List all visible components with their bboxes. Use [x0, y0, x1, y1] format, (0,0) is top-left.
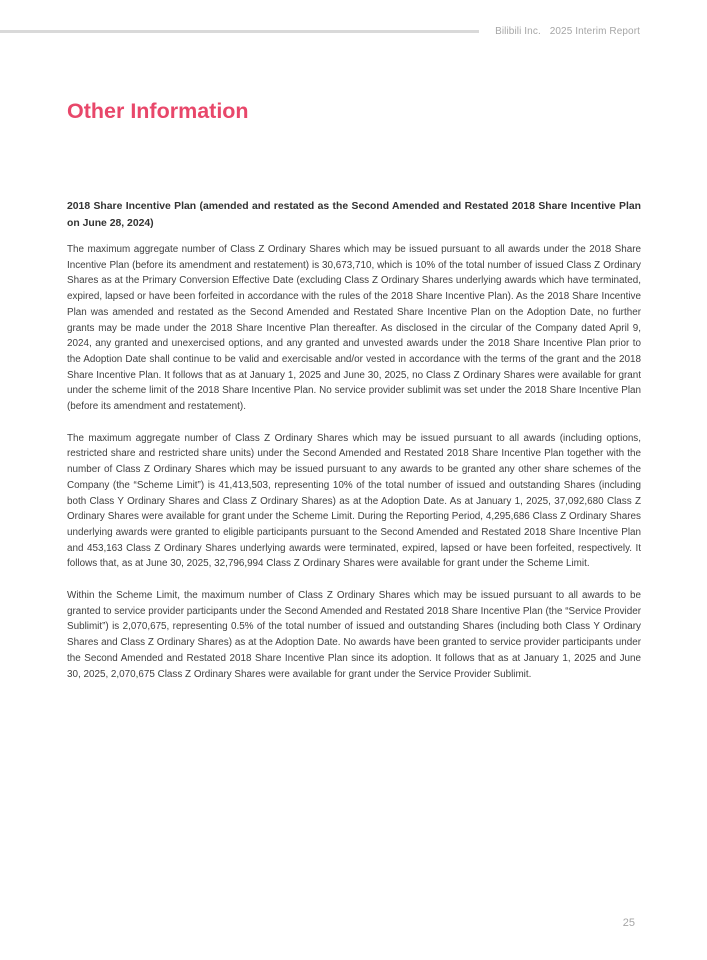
header-rule [0, 30, 479, 33]
page-number: 25 [622, 917, 635, 929]
main-content [67, 199, 641, 698]
paragraph-2: The maximum aggregate number of Class Z Ordinary Shares which may be issued pursuant to all awards (including options, restricted share and restricted share units) under the Second Amended and Restated 2018 Share Incentive Plan together with the number of Class Z Ordinary Shares which may be issued pursuant to any awards to be granted any other share schemes of the Company (the “Scheme Limit”) is 41,413,503, representing 10% of the total number of issued and outstanding Shares (including both Class Y Ordinary Shares and Class Z Ordinary Shares) as at the Adoption Date. As at January 1, 2025, 37,092,680 Class Z Ordinary Shares were available for grant under the Scheme Limit. During the Reporting Period, 4,295,686 Class Z Ordinary Shares underlying awards were granted to eligible participants pursuant to the Second Amended and Restated 2018 Share Incentive Plan and 453,163 Class Z Ordinary Shares underlying awards were terminated, expired, lapsed or have been forfeited, respectively. It follows that, as at June 30, 2025, 32,796,994 Class Z Ordinary Shares were available for grant under the Scheme Limit. [67, 432, 641, 570]
header-company: Bilibili Inc. [495, 26, 541, 37]
section-heading: 2018 Share Incentive Plan (amended and restated as the Second Amended and Restated 2018 Share Incentive Plan on June 28, 2024) [67, 201, 641, 229]
paragraph-3: Within the Scheme Limit, the maximum number of Class Z Ordinary Shares which may be issued pursuant to all awards to be granted to service provider participants under the Second Amended and Restated 2018 Share Incentive Plan (the “Service Provider Sublimit”) is 2,070,675, representing 0.5% of the total number of issued and outstanding Shares (including both Class Y Ordinary Shares and Class Z Ordinary Shares) as at the Adoption Date. No awards have been granted to service provider participants under the Second Amended and Restated 2018 Share Incentive Plan since its adoption. It follows that as at January 1, 2025 and June 30, 2025, 2,070,675 Class Z Ordinary Shares were available for grant under the Service Provider Sublimit. [67, 590, 641, 680]
header-report: 2025 Interim Report [549, 26, 640, 37]
running-header [495, 26, 640, 37]
paragraph-1: The maximum aggregate number of Class Z Ordinary Shares which may be issued pursuant to all awards under the 2018 Share Incentive Plan (before its amendment and restatement) is 30,673,710, which is 10% of the total number of issued Class Z Ordinary Shares as at the Primary Conversion Effective Date (excluding Class Z Ordinary Shares underlying awards which have terminated, expired, lapsed or have been forfeited in accordance with the rules of the 2018 Share Incentive Plan). As the 2018 Share Incentive Plan was amended and restated as the Second Amended and Restated Share Incentive Plan on the Adoption Date, no further grants may be made under the 2018 Share Incentive Plan thereafter. As disclosed in the circular of the Company dated April 9, 2024, any granted and unexercised options, and any granted and unvested awards under the 2018 Share Incentive Plan prior to the Adoption Date shall continue to be valid and exercisable and/or vested in accordance with the terms of the grant and the 2018 Share Incentive Plan. It follows that as at January 1, 2025 and June 30, 2025, no Class Z Ordinary Shares were available for grant under the scheme limit of the 2018 Share Incentive Plan. No service provider sublimit was set under the 2018 Share Incentive Plan (before its amendment and restatement). [67, 244, 641, 413]
page-title: Other Information [67, 99, 249, 123]
